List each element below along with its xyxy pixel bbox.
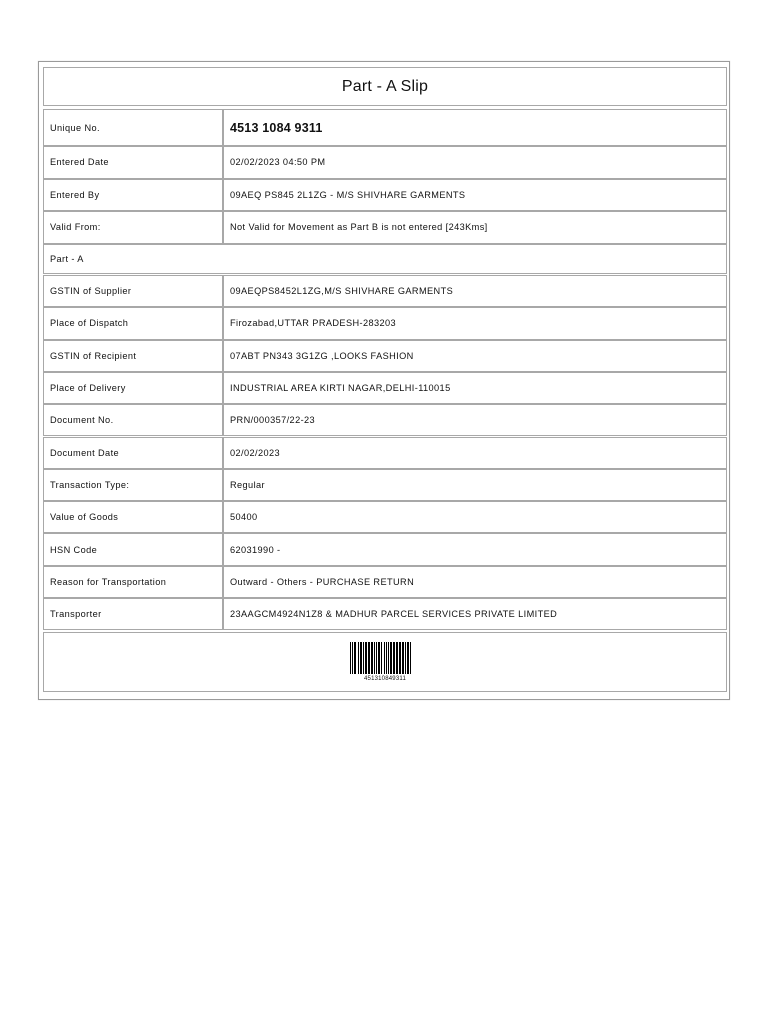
barcode-bar [360,642,362,674]
barcode-bar [358,642,359,674]
barcode-bar [374,642,375,674]
detail-row-value: PRN/000357/22-23 [223,404,727,436]
detail-row-value: 02/02/2023 [223,437,727,469]
detail-row-label: Document Date [43,437,223,469]
barcode-bar [363,642,364,674]
barcode-bar [376,642,377,674]
detail-row-value: INDUSTRIAL AREA KIRTI NAGAR,DELHI-110015 [223,372,727,404]
detail-row-value: Outward - Others - PURCHASE RETURN [223,566,727,598]
header-row-value: 02/02/2023 04:50 PM [223,146,727,179]
detail-row-label: Document No. [43,404,223,436]
detail-row-value: 23AAGCM4924N1Z8 & MADHUR PARCEL SERVICES PRIVATE LIMITED [223,598,727,630]
part-a-slip [38,61,730,700]
header-row-value: 09AEQ PS845 2L1ZG - M/S SHIVHARE GARMENTS [223,179,727,212]
barcode-bar [371,642,373,674]
detail-row-label: GSTIN of Recipient [43,340,223,372]
detail-row-label: Place of Dispatch [43,307,223,339]
detail-row-label: Transaction Type: [43,469,223,501]
barcode-bar [407,642,409,674]
slip-title: Part - A Slip [43,67,727,106]
barcode-bar [402,642,404,674]
barcode-bar [384,642,385,674]
barcode-bar [352,642,353,674]
detail-row-label: Value of Goods [43,501,223,533]
header-row-value: Not Valid for Movement as Part B is not entered [243Kms] [223,211,727,244]
detail-row-label: Transporter [43,598,223,630]
detail-row-label: GSTIN of Supplier [43,275,223,307]
section-part-a: Part - A [43,244,727,274]
barcode-bar [396,642,398,674]
barcode-bar [405,642,406,674]
detail-row-value: 62031990 - [223,533,727,565]
barcode-bar [368,642,370,674]
detail-row-label: Place of Delivery [43,372,223,404]
unique-no-value: 4513 1084 9311 [223,109,727,146]
barcode-bar [365,642,367,674]
barcode-bar [381,642,382,674]
barcode-bar [399,642,401,674]
barcode-number: 451310849311 [364,676,406,682]
barcode-bar [350,642,351,674]
detail-row-value: 09AEQPS8452L1ZG,M/S SHIVHARE GARMENTS [223,275,727,307]
detail-row-value: 07ABT PN343 3G1ZG ,LOOKS FASHION [223,340,727,372]
barcode-area [43,632,727,692]
barcode-bar [390,642,392,674]
unique-no-label: Unique No. [43,109,223,146]
barcode-bar [378,642,380,674]
detail-row-label: HSN Code [43,533,223,565]
detail-row-label: Reason for Transportation [43,566,223,598]
detail-row-value: Firozabad,UTTAR PRADESH-283203 [223,307,727,339]
barcode-bar [388,642,389,674]
header-row-label: Entered By [43,179,223,212]
barcode-bar [393,642,395,674]
barcode-image [349,642,421,674]
barcode-bar [354,642,356,674]
barcode-bar [386,642,387,674]
header-row-label: Valid From: [43,211,223,244]
header-row-label: Entered Date [43,146,223,179]
detail-row-value: Regular [223,469,727,501]
detail-row-value: 50400 [223,501,727,533]
barcode-bar [410,642,411,674]
